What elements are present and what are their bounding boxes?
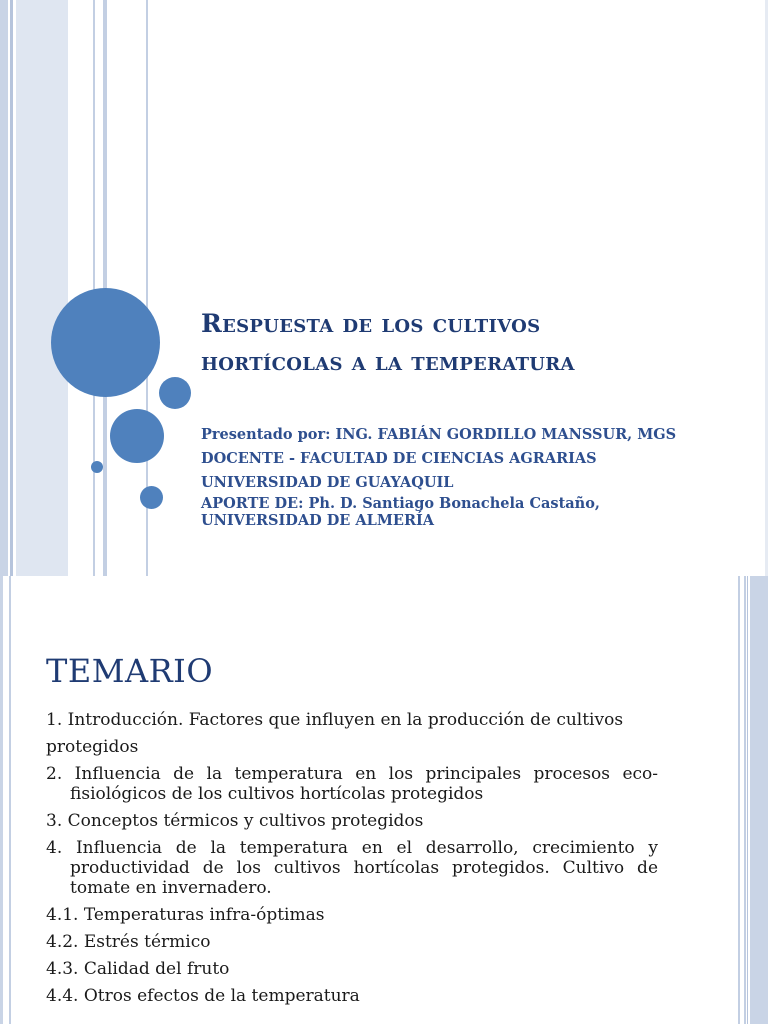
decorative-circle-small xyxy=(159,377,191,409)
decorative-circle-large xyxy=(51,288,160,397)
agenda-list xyxy=(46,710,658,1013)
decorative-stripe xyxy=(71,0,91,576)
decorative-stripe xyxy=(10,0,13,576)
decorative-circle-medium xyxy=(110,409,164,463)
agenda-item: 4.3. Calidad del fruto xyxy=(46,959,230,979)
agenda-item: 3. Conceptos térmicos y cultivos protegidos xyxy=(46,811,424,831)
contribution-line: APORTE DE: Ph. D. Santiago Bonachela Castaño, xyxy=(201,495,600,512)
agenda-item: 4.4. Otros efectos de la temperatura xyxy=(46,986,360,1006)
slide-subtitle xyxy=(201,423,741,529)
agenda-item: 1. Introducción. Factores que influyen en la producción de cultivos xyxy=(46,710,624,730)
decorative-stripe xyxy=(738,576,740,1024)
agenda-heading: TEMARIO xyxy=(46,652,214,690)
slide-title-line: hortícolas a la temperatura xyxy=(201,347,575,376)
decorative-stripe xyxy=(0,0,8,576)
decorative-stripe xyxy=(16,0,68,576)
contribution-university-line: UNIVERSIDAD DE ALMERÍA xyxy=(201,512,435,529)
slide-title xyxy=(201,305,741,381)
decorative-stripe xyxy=(0,576,3,1024)
agenda-item: protegidos xyxy=(46,737,139,757)
decorative-circle-tiny xyxy=(91,461,103,473)
slide-title-line: Respuesta de los cultivos xyxy=(201,309,541,338)
agenda-item: 4.1. Temperaturas infra-óptimas xyxy=(46,905,325,925)
decorative-circle-small xyxy=(140,486,163,509)
decorative-stripe xyxy=(750,576,768,1024)
university-line: UNIVERSIDAD DE GUAYAQUIL xyxy=(201,474,454,491)
agenda-item: 4.2. Estrés térmico xyxy=(46,932,211,952)
decorative-stripe xyxy=(747,576,748,1024)
presenter-line: Presentado por: ING. FABIÁN GORDILLO MANSSUR, MGS xyxy=(201,426,677,443)
agenda-item: 4. Influencia de la temperatura en el desarrollo, crecimiento y productividad de los cultivos hortícolas protegidos. Cultivo de tomate en invernadero. xyxy=(46,838,658,898)
agenda-item: 2. Influencia de la temperatura en los principales procesos eco-fisiológicos de los cultivos hortícolas protegidos xyxy=(46,764,658,804)
faculty-line: DOCENTE - FACULTAD DE CIENCIAS AGRARIAS xyxy=(201,450,597,467)
decorative-stripe xyxy=(9,576,11,1024)
decorative-stripe xyxy=(744,576,746,1024)
